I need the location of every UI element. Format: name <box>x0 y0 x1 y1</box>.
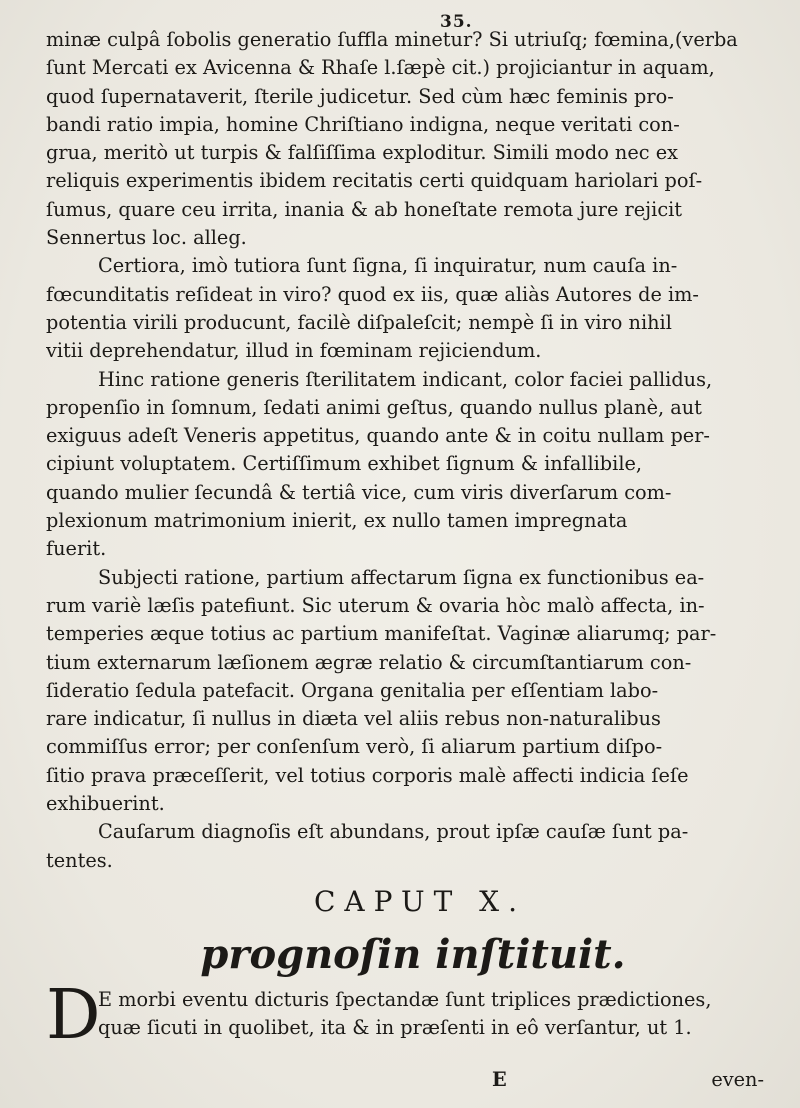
text-line: bandi ratio impia, homine Chriſtiano indigna, neque veritati con- <box>46 112 680 136</box>
text-line: quando mulier ſecundâ & tertiâ vice, cum viris diverſarum com- <box>46 480 672 504</box>
text-line: tium externarum læſionem ægræ relatio & circumſtantiarum con- <box>46 650 692 674</box>
text-line: ſumus, quare ceu irrita, inania & ab honeſtate remota jure rejicit <box>46 197 683 221</box>
text-line: ſitio prava præceſſerit, vel totius corporis malè affecti indicia ſeſe <box>46 763 689 787</box>
text-line: ſideratio ſedula patefacit. Organa genitalia per eſſentiam labo- <box>46 678 659 702</box>
text-line: reliquis experimentis ibidem recitatis certi quidquam hariolari poſ- <box>46 169 703 193</box>
text-line: rum variè læſis patefiunt. Sic uterum & ovaria hòc malò affecta, in- <box>46 593 705 617</box>
chapter-heading: CAPUT X. <box>314 885 526 918</box>
text-line: exhibuerint. <box>46 792 165 816</box>
text-line: quod ſupernataverit, ſterile judicetur. Sed cùm hæc feminis pro- <box>46 84 674 108</box>
text-line: ſunt Mercati ex Avicenna & Rhaſe l.ſæpè cit.) projiciantur in aquam, <box>46 56 715 80</box>
text-line: Certiora, imò tutiora ſunt ſigna, ſi inquiratur, num cauſa in- <box>98 254 678 278</box>
text-line: Subjecti ratione, partium affectarum ſigna ex functionibus ea- <box>98 565 705 589</box>
signature-mark: E <box>492 1068 507 1091</box>
drop-cap: D <box>46 976 101 1055</box>
text-line: rare indicatur, ſi nullus in diæta vel aliis rebus non-naturalibus <box>46 707 661 731</box>
text-line: tentes. <box>46 848 113 872</box>
text-line: temperies æque totius ac partium manifeſtat. Vaginæ aliarumq; par- <box>46 622 717 646</box>
text-line: grua, meritò ut turpis & falſiſſima exploditur. Simili modo nec ex <box>46 141 678 165</box>
text-line: propenſio in ſomnum, ſedati animi geſtus, quando nullus planè, aut <box>46 395 702 419</box>
text-line: Hinc ratione generis ſterilitatem indicant, color faciei pallidus, <box>98 367 713 391</box>
text-line: quæ ſicuti in quolibet, ita & in præſenti in eô verſantur, ut 1. <box>98 1016 692 1039</box>
page-number: 35. <box>440 12 473 32</box>
chapter-title: prognoſin inſtituit. <box>200 931 626 978</box>
chapter-header <box>0 878 800 984</box>
text-line: commiſſus error; per conſenſum verò, ſi aliarum partium diſpo- <box>46 735 663 759</box>
text-line: exiguus adeſt Veneris appetitus, quando ante & in coitu nullam per- <box>46 424 710 448</box>
catchword: even- <box>711 1068 764 1091</box>
chapter-text <box>46 976 764 1055</box>
text-line: E morbi eventu dicturis ſpectandæ ſunt triplices prædictiones, <box>98 988 712 1011</box>
text-line: minæ culpâ ſobolis generatio ſuffla minetur? Si utriuſq; fœmina,(verba <box>46 28 738 51</box>
text-line: fœcunditatis reſideat in viro? quod ex iis, quæ aliàs Autores de im- <box>46 282 699 306</box>
main-text <box>46 26 764 875</box>
text-line: cipiunt voluptatem. Certiſſimum exhibet ſignum & infallibile, <box>46 452 643 476</box>
text-line: potentia virili producunt, facilè diſpaleſcit; nempè ſi in viro nihil <box>46 310 672 334</box>
text-line: plexionum matrimonium inierit, ex nullo tamen impregnata <box>46 509 628 533</box>
text-line: Cauſarum diagnoſis eſt abundans, prout ipſæ cauſæ ſunt pa- <box>98 820 689 844</box>
text-line: fuerit. <box>46 537 107 561</box>
text-line: Sennertus loc. alleg. <box>46 226 247 250</box>
text-line: vitii deprehendatur, illud in fœminam rejiciendum. <box>46 339 542 363</box>
page-footer <box>46 1066 764 1094</box>
